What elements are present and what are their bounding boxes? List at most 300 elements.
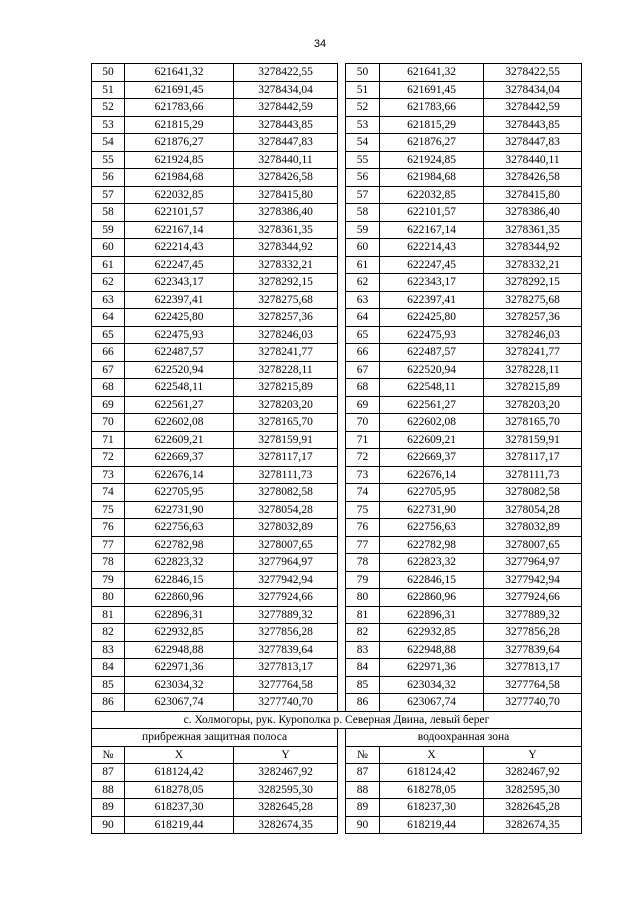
cell-y: 3278443,85 (234, 116, 338, 134)
table-row (92, 431, 582, 449)
column-gap (338, 326, 346, 344)
cell-number: 56 (92, 169, 125, 187)
cell-number: 65 (346, 326, 380, 344)
cell-y: 3278332,21 (484, 256, 582, 274)
table-row (92, 396, 582, 414)
column-gap (338, 466, 346, 484)
cell-number: 87 (346, 764, 380, 782)
table-row (92, 536, 582, 554)
cell-x: 622343,17 (125, 274, 234, 292)
table-row (92, 326, 582, 344)
cell-number: 90 (346, 816, 380, 834)
cell-x: 622425,80 (380, 309, 484, 327)
table-row (92, 519, 582, 537)
cell-y: 3277889,32 (484, 606, 582, 624)
column-gap (338, 396, 346, 414)
cell-x: 622032,85 (125, 186, 234, 204)
table-row (92, 291, 582, 309)
cell-number: 84 (92, 659, 125, 677)
cell-y: 3277856,28 (234, 624, 338, 642)
section-title: с. Холмогоры, рук. Курополка р. Северная Двина, левый берег (92, 711, 582, 729)
cell-number: 63 (92, 291, 125, 309)
cell-number: 57 (346, 186, 380, 204)
cell-x: 622167,14 (125, 221, 234, 239)
cell-y: 3277813,17 (484, 659, 582, 677)
column-gap (338, 221, 346, 239)
cell-y: 3278054,28 (484, 501, 582, 519)
cell-x: 622932,85 (380, 624, 484, 642)
table-row (92, 309, 582, 327)
cell-number: 51 (92, 81, 125, 99)
table-row (92, 466, 582, 484)
cell-number: 57 (92, 186, 125, 204)
column-gap (338, 641, 346, 659)
cell-number: 62 (92, 274, 125, 292)
left-zone-title: прибрежная защитная полоса (92, 729, 338, 747)
cell-y: 3278203,20 (484, 396, 582, 414)
cell-number: 75 (92, 501, 125, 519)
column-gap (338, 309, 346, 327)
cell-number: 90 (92, 816, 125, 834)
table-row (92, 361, 582, 379)
cell-number: 76 (346, 519, 380, 537)
cell-x: 622705,95 (380, 484, 484, 502)
cell-y: 3278159,91 (484, 431, 582, 449)
table-row (92, 816, 582, 834)
table-row (92, 81, 582, 99)
cell-y: 3277839,64 (484, 641, 582, 659)
cell-number: 52 (346, 99, 380, 117)
cell-y: 3278246,03 (234, 326, 338, 344)
column-gap (338, 571, 346, 589)
cell-x: 622860,96 (380, 589, 484, 607)
cell-number: 88 (346, 781, 380, 799)
cell-x: 618124,42 (125, 764, 234, 782)
header-y: Y (234, 746, 338, 764)
cell-x: 622397,41 (380, 291, 484, 309)
column-gap (338, 519, 346, 537)
column-gap (338, 239, 346, 257)
cell-x: 622932,85 (125, 624, 234, 642)
table-row (92, 764, 582, 782)
cell-y: 3282467,92 (234, 764, 338, 782)
cell-x: 621984,68 (125, 169, 234, 187)
cell-y: 3278257,36 (484, 309, 582, 327)
cell-number: 50 (346, 64, 380, 82)
cell-number: 79 (92, 571, 125, 589)
cell-number: 51 (346, 81, 380, 99)
column-gap (338, 816, 346, 834)
cell-number: 54 (92, 134, 125, 152)
cell-number: 69 (92, 396, 125, 414)
cell-y: 3278082,58 (234, 484, 338, 502)
column-gap (338, 589, 346, 607)
column-gap (338, 694, 346, 712)
cell-x: 622971,36 (380, 659, 484, 677)
cell-y: 3278032,89 (234, 519, 338, 537)
cell-x: 618237,30 (125, 799, 234, 817)
cell-y: 3278422,55 (484, 64, 582, 82)
cell-x: 622948,88 (125, 641, 234, 659)
header-number: № (346, 746, 380, 764)
cell-x: 622561,27 (125, 396, 234, 414)
table-row (92, 606, 582, 624)
table-row (92, 204, 582, 222)
cell-y: 3282674,35 (234, 816, 338, 834)
column-gap (338, 449, 346, 467)
cell-x: 622397,41 (125, 291, 234, 309)
cell-x: 621691,45 (125, 81, 234, 99)
cell-x: 622948,88 (380, 641, 484, 659)
cell-x: 621783,66 (380, 99, 484, 117)
cell-x: 622823,32 (125, 554, 234, 572)
table-row (92, 186, 582, 204)
cell-y: 3278415,80 (484, 186, 582, 204)
header-x: X (125, 746, 234, 764)
cell-number: 52 (92, 99, 125, 117)
cell-number: 61 (346, 256, 380, 274)
column-gap (338, 414, 346, 432)
table-row (92, 659, 582, 677)
cell-x: 622520,94 (125, 361, 234, 379)
cell-y: 3278275,68 (234, 291, 338, 309)
cell-number: 84 (346, 659, 380, 677)
cell-number: 55 (92, 151, 125, 169)
cell-x: 622247,45 (125, 256, 234, 274)
cell-x: 621783,66 (125, 99, 234, 117)
table-row (92, 799, 582, 817)
cell-number: 59 (346, 221, 380, 239)
column-gap (338, 746, 346, 764)
cell-number: 53 (346, 116, 380, 134)
coordinates-table-bottom-rows (92, 764, 582, 834)
cell-number: 86 (92, 694, 125, 712)
cell-y: 3277740,70 (234, 694, 338, 712)
table-row (92, 676, 582, 694)
cell-x: 621641,32 (380, 64, 484, 82)
table-row (92, 449, 582, 467)
cell-y: 3282645,28 (484, 799, 582, 817)
cell-y: 3277764,58 (484, 676, 582, 694)
cell-x: 622101,57 (125, 204, 234, 222)
cell-y: 3278165,70 (234, 414, 338, 432)
cell-x: 622475,93 (125, 326, 234, 344)
cell-number: 59 (92, 221, 125, 239)
cell-number: 62 (346, 274, 380, 292)
cell-y: 3278203,20 (234, 396, 338, 414)
cell-number: 80 (346, 589, 380, 607)
cell-y: 3278257,36 (234, 309, 338, 327)
column-gap (338, 554, 346, 572)
column-gap (338, 186, 346, 204)
cell-number: 82 (346, 624, 380, 642)
cell-x: 622705,95 (125, 484, 234, 502)
cell-y: 3277942,94 (484, 571, 582, 589)
cell-x: 622669,37 (380, 449, 484, 467)
cell-number: 61 (92, 256, 125, 274)
cell-number: 67 (346, 361, 380, 379)
table-row (92, 221, 582, 239)
cell-y: 3278246,03 (484, 326, 582, 344)
table-row (92, 641, 582, 659)
column-gap (338, 151, 346, 169)
cell-y: 3278228,11 (484, 361, 582, 379)
column-gap (338, 729, 346, 747)
cell-y: 3278241,77 (484, 344, 582, 362)
cell-number: 85 (92, 676, 125, 694)
cell-number: 58 (92, 204, 125, 222)
cell-x: 618124,42 (380, 764, 484, 782)
column-gap (338, 169, 346, 187)
column-gap (338, 501, 346, 519)
cell-number: 69 (346, 396, 380, 414)
cell-x: 622032,85 (380, 186, 484, 204)
table-row (92, 694, 582, 712)
cell-x: 622896,31 (125, 606, 234, 624)
table-row (92, 169, 582, 187)
table-row (92, 151, 582, 169)
column-gap (338, 291, 346, 309)
header-y: Y (484, 746, 582, 764)
cell-y: 3278447,83 (484, 134, 582, 152)
table-row (92, 134, 582, 152)
table-row (92, 501, 582, 519)
cell-number: 72 (92, 449, 125, 467)
cell-x: 622487,57 (380, 344, 484, 362)
cell-y: 3278054,28 (234, 501, 338, 519)
cell-y: 3277740,70 (484, 694, 582, 712)
cell-x: 621984,68 (380, 169, 484, 187)
cell-number: 81 (346, 606, 380, 624)
cell-x: 622782,98 (125, 536, 234, 554)
cell-number: 80 (92, 589, 125, 607)
cell-x: 622676,14 (380, 466, 484, 484)
cell-x: 622823,32 (380, 554, 484, 572)
cell-y: 3278117,17 (234, 449, 338, 467)
cell-y: 3277764,58 (234, 676, 338, 694)
cell-y: 3278165,70 (484, 414, 582, 432)
cell-x: 622756,63 (125, 519, 234, 537)
cell-number: 78 (92, 554, 125, 572)
cell-y: 3278007,65 (234, 536, 338, 554)
cell-x: 622731,90 (125, 501, 234, 519)
cell-x: 621924,85 (380, 151, 484, 169)
column-gap (338, 361, 346, 379)
cell-x: 622520,94 (380, 361, 484, 379)
column-gap (338, 379, 346, 397)
cell-x: 621641,32 (125, 64, 234, 82)
cell-number: 66 (346, 344, 380, 362)
cell-y: 3277889,32 (234, 606, 338, 624)
cell-number: 77 (346, 536, 380, 554)
page-number: 34 (313, 38, 327, 50)
table-row (92, 274, 582, 292)
cell-x: 621691,45 (380, 81, 484, 99)
cell-y: 3278228,11 (234, 361, 338, 379)
column-gap (338, 676, 346, 694)
cell-y: 3282674,35 (484, 816, 582, 834)
cell-x: 622214,43 (380, 239, 484, 257)
cell-y: 3277813,17 (234, 659, 338, 677)
cell-y: 3278443,85 (484, 116, 582, 134)
cell-x: 623067,74 (125, 694, 234, 712)
section-header (92, 711, 582, 764)
cell-number: 74 (92, 484, 125, 502)
cell-y: 3278434,04 (234, 81, 338, 99)
cell-x: 622475,93 (380, 326, 484, 344)
cell-x: 622548,11 (380, 379, 484, 397)
column-gap (338, 99, 346, 117)
cell-number: 54 (346, 134, 380, 152)
column-gap (338, 606, 346, 624)
cell-y: 3277924,66 (234, 589, 338, 607)
cell-number: 81 (92, 606, 125, 624)
cell-number: 86 (346, 694, 380, 712)
cell-number: 73 (92, 466, 125, 484)
column-gap (338, 256, 346, 274)
cell-x: 618237,30 (380, 799, 484, 817)
cell-x: 621876,27 (380, 134, 484, 152)
cell-number: 66 (92, 344, 125, 362)
cell-x: 622561,27 (380, 396, 484, 414)
table-row (92, 116, 582, 134)
cell-y: 3278434,04 (484, 81, 582, 99)
column-gap (338, 431, 346, 449)
cell-x: 623067,74 (380, 694, 484, 712)
cell-y: 3277942,94 (234, 571, 338, 589)
cell-y: 3278215,89 (484, 379, 582, 397)
cell-number: 67 (92, 361, 125, 379)
column-gap (338, 81, 346, 99)
cell-x: 622101,57 (380, 204, 484, 222)
cell-y: 3278332,21 (234, 256, 338, 274)
cell-y: 3278440,11 (234, 151, 338, 169)
right-zone-title: водоохранная зона (346, 729, 582, 747)
table-row (92, 554, 582, 572)
cell-x: 622731,90 (380, 501, 484, 519)
cell-y: 3282595,30 (484, 781, 582, 799)
cell-number: 58 (346, 204, 380, 222)
table-row (92, 64, 582, 82)
cell-number: 70 (92, 414, 125, 432)
coordinates-table (91, 63, 582, 834)
column-gap (338, 536, 346, 554)
column-gap (338, 659, 346, 677)
cell-number: 64 (92, 309, 125, 327)
cell-x: 622602,08 (125, 414, 234, 432)
cell-x: 622167,14 (380, 221, 484, 239)
table-row (92, 624, 582, 642)
cell-number: 55 (346, 151, 380, 169)
cell-y: 3277924,66 (484, 589, 582, 607)
table-row (92, 344, 582, 362)
column-gap (338, 64, 346, 82)
cell-number: 85 (346, 676, 380, 694)
cell-x: 622846,15 (380, 571, 484, 589)
cell-x: 622676,14 (125, 466, 234, 484)
header-number: № (92, 746, 125, 764)
cell-number: 78 (346, 554, 380, 572)
cell-x: 622860,96 (125, 589, 234, 607)
cell-x: 622896,31 (380, 606, 484, 624)
cell-y: 3278241,77 (234, 344, 338, 362)
cell-y: 3277856,28 (484, 624, 582, 642)
cell-x: 622343,17 (380, 274, 484, 292)
cell-number: 79 (346, 571, 380, 589)
cell-number: 53 (92, 116, 125, 134)
cell-number: 71 (346, 431, 380, 449)
cell-number: 60 (346, 239, 380, 257)
cell-y: 3278344,92 (484, 239, 582, 257)
column-gap (338, 116, 346, 134)
coordinates-table-top-rows (92, 64, 582, 712)
cell-number: 74 (346, 484, 380, 502)
column-gap (338, 799, 346, 817)
table-row (92, 589, 582, 607)
cell-x: 618219,44 (125, 816, 234, 834)
cell-y: 3278422,55 (234, 64, 338, 82)
cell-y: 3282467,92 (484, 764, 582, 782)
cell-number: 68 (346, 379, 380, 397)
cell-number: 83 (346, 641, 380, 659)
cell-y: 3278426,58 (484, 169, 582, 187)
cell-y: 3278442,59 (234, 99, 338, 117)
cell-x: 622609,21 (380, 431, 484, 449)
table-row (92, 484, 582, 502)
cell-x: 622247,45 (380, 256, 484, 274)
cell-y: 3278415,80 (234, 186, 338, 204)
cell-number: 50 (92, 64, 125, 82)
cell-number: 68 (92, 379, 125, 397)
column-gap (338, 781, 346, 799)
cell-number: 70 (346, 414, 380, 432)
cell-y: 3278111,73 (484, 466, 582, 484)
cell-number: 64 (346, 309, 380, 327)
table-row (92, 414, 582, 432)
cell-number: 75 (346, 501, 380, 519)
table-row (92, 99, 582, 117)
cell-y: 3278361,35 (234, 221, 338, 239)
cell-y: 3278007,65 (484, 536, 582, 554)
cell-number: 60 (92, 239, 125, 257)
cell-number: 56 (346, 169, 380, 187)
column-gap (338, 134, 346, 152)
cell-x: 623034,32 (380, 676, 484, 694)
cell-x: 622548,11 (125, 379, 234, 397)
cell-number: 73 (346, 466, 380, 484)
column-gap (338, 764, 346, 782)
cell-y: 3278426,58 (234, 169, 338, 187)
cell-number: 88 (92, 781, 125, 799)
cell-y: 3277964,97 (234, 554, 338, 572)
cell-number: 76 (92, 519, 125, 537)
cell-x: 622669,37 (125, 449, 234, 467)
cell-number: 89 (346, 799, 380, 817)
cell-number: 72 (346, 449, 380, 467)
cell-number: 71 (92, 431, 125, 449)
cell-x: 622756,63 (380, 519, 484, 537)
cell-y: 3278386,40 (234, 204, 338, 222)
cell-y: 3278386,40 (484, 204, 582, 222)
cell-y: 3282645,28 (234, 799, 338, 817)
cell-x: 622971,36 (125, 659, 234, 677)
cell-x: 618219,44 (380, 816, 484, 834)
cell-y: 3278292,15 (234, 274, 338, 292)
cell-number: 89 (92, 799, 125, 817)
cell-y: 3278361,35 (484, 221, 582, 239)
cell-y: 3278117,17 (484, 449, 582, 467)
cell-y: 3278447,83 (234, 134, 338, 152)
